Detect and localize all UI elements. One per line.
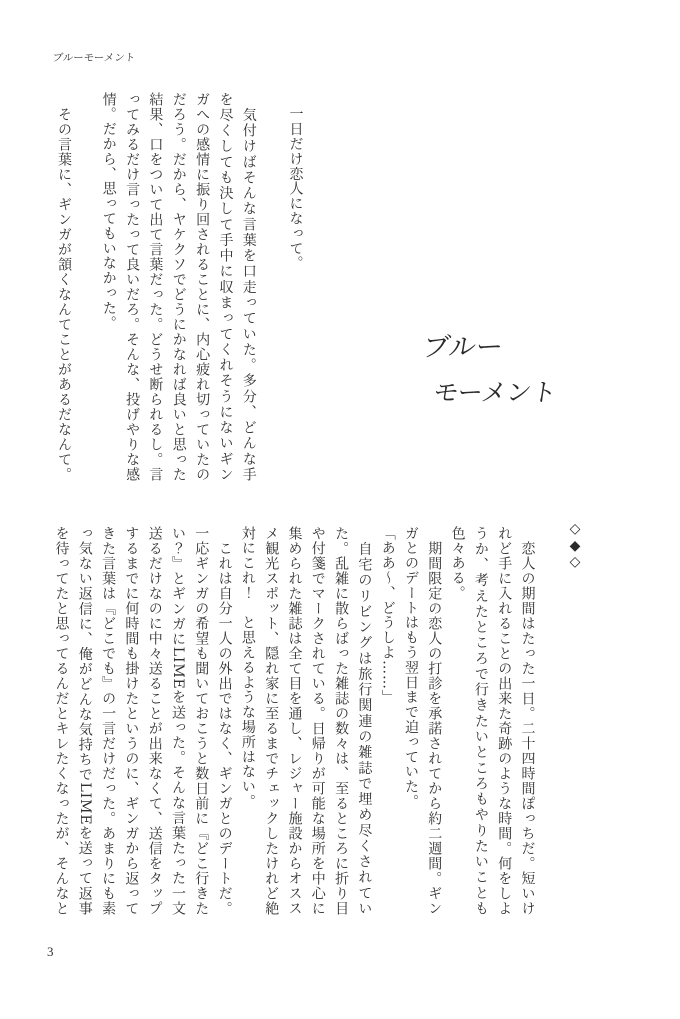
text-column: ってみるだけ言ったって良いだろ。そんな、投げやりな感 (124, 92, 141, 482)
text-column: うか、考えたところで行きたいところもやりたいことも (472, 526, 489, 916)
text-column: するまでに何時間も掛けたというのに、ギンガから返って (123, 526, 140, 916)
text-column: を待ってたと思ってるんだとキレたくなったが、そんなと (53, 526, 70, 916)
text-column: を尽くしても決して手中に収まってくれそうにないギン (217, 92, 234, 482)
text-column: れど手に入れることの出来た奇跡のような時間。何をしよ (496, 526, 513, 916)
text-column: 結果、口をついて出て言葉だった。どうせ断られるし。言 (147, 92, 164, 482)
text-column: た。乱雑に散らばった雑誌の数々は、至るところに折り目 (333, 526, 350, 916)
text-column: これは自分一人の外出ではなく、ギンガとのデートだ。 (216, 526, 233, 916)
text-column: 情。だから、思ってもいなかった。 (100, 92, 117, 331)
text-column: 期間限定の恋人の打診を承諾されてから約二週間。ギン (426, 526, 443, 916)
hollow-diamond-icon: ◇ (569, 554, 581, 570)
filled-diamond-icon: ◆ (569, 537, 581, 554)
text-column: ガへの感情に振り回されることに、内心疲れ切っていたの (194, 92, 211, 482)
scene-break-diamonds (563, 521, 587, 571)
text-column: 一日だけ恋人になって。 (287, 92, 304, 271)
text-column: 一応ギンガの希望も聞いておこうと数日前に『どこ行きた (193, 526, 210, 916)
text-column: 集められた雑誌は全て目を通し、レジャー施設からオスス (286, 526, 303, 916)
text-column: 「ああ〜、どうしよ……」 (379, 526, 396, 705)
text-column: 色々ある。 (449, 526, 466, 601)
page-number: 3 (47, 944, 54, 959)
text-column: や付箋でマークされている。日帰りが可能な場所を中心に (309, 526, 326, 916)
text-column: メ観光スポット、隠れ家に至るまでチェックしたけれど絶 (263, 526, 280, 916)
text-column: きた言葉は『どこでも』の一言だけだった。あまりにも素 (100, 526, 117, 916)
text-column: い？』とギンガにLIMEを送った。そんな言葉たった一文 (170, 526, 186, 916)
text-column: だろう。だから、ヤケクソでどうにかなれば良いと思った (170, 92, 187, 482)
text-column: ガとのデートはもう翌日まで迫っていた。 (403, 526, 419, 810)
handwritten-title-line-1: ブルー (420, 332, 505, 363)
text-column: 恋人の期間はたった一日。二十四時間ぽっちだ。短いけ (519, 526, 536, 916)
text-column: っ気ない返信に、俺がどんな気持ちでLIMEを送って返事 (76, 526, 93, 916)
text-column: 気付けばそんな言葉を口走っていた。多分、どんな手 (240, 92, 257, 482)
text-column: 自宅のリビングは旅行関連の雑誌で埋め尽くされてい (356, 526, 373, 916)
hollow-diamond-icon: ◇ (569, 521, 581, 537)
handwritten-title-line-2: モーメント (431, 378, 559, 407)
running-header: ブルーモーメント (51, 52, 136, 64)
text-column: 対にこれ！ と思えるような場所はない。 (239, 526, 256, 810)
text-column: その言葉に、ギンガが頷くなんてことがあるだなんて。 (56, 92, 72, 482)
text-column: 送るだけなのに中々送ることが出来なくて、送信をタップ (146, 526, 163, 916)
